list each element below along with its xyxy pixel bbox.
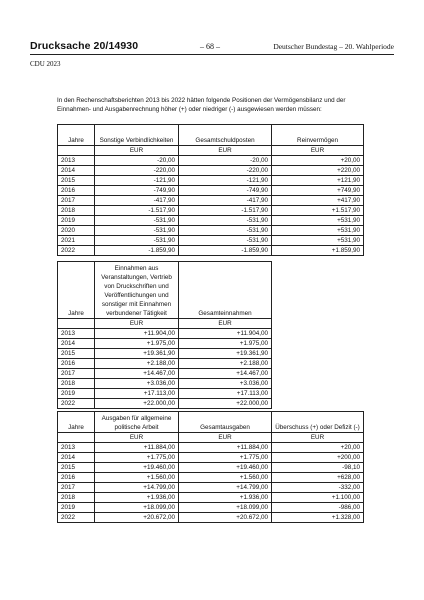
table-row: [58, 359, 272, 369]
unit-cell: EUR: [272, 433, 364, 443]
year-cell: 2015: [58, 176, 95, 186]
value-cell: -531,90: [95, 226, 179, 236]
year-cell: 2015: [58, 349, 95, 359]
value-cell: +200,00: [272, 453, 364, 463]
year-cell: 2018: [58, 379, 95, 389]
value-cell: +22.000,00: [95, 399, 179, 409]
table-unit-row: [58, 146, 364, 156]
table-row: [58, 186, 364, 196]
column-header: Gesamteinnahmen: [179, 262, 272, 319]
value-cell: +20.672,00: [95, 513, 179, 523]
value-cell: -531,90: [95, 236, 179, 246]
year-cell: 2014: [58, 339, 95, 349]
table-row: [58, 226, 364, 236]
year-cell: 2018: [58, 206, 95, 216]
table-row: [58, 453, 364, 463]
table-row: [58, 483, 364, 493]
value-cell: +14.467,00: [179, 369, 272, 379]
unit-cell: EUR: [272, 146, 364, 156]
column-header: Reinvermögen: [272, 125, 364, 146]
table-header-row: [58, 125, 364, 146]
unit-cell: EUR: [179, 319, 272, 329]
table-row: [58, 443, 364, 453]
year-cell: 2016: [58, 186, 95, 196]
table-row: [58, 463, 364, 473]
page-header: [30, 40, 394, 55]
document-number: [30, 40, 138, 52]
value-cell: +19.460,00: [95, 463, 179, 473]
column-header: Gesamtschuldposten: [179, 125, 272, 146]
table-row: [58, 379, 272, 389]
value-cell: -121,90: [179, 176, 272, 186]
value-cell: +749,90: [272, 186, 364, 196]
column-header: Jahre: [58, 412, 95, 433]
year-cell: 2022: [58, 399, 95, 409]
unit-cell: EUR: [95, 319, 179, 329]
unit-cell: EUR: [179, 433, 272, 443]
year-cell: 2013: [58, 329, 95, 339]
value-cell: +19.361,90: [95, 349, 179, 359]
table-row: [58, 176, 364, 186]
value-cell: +22.000,00: [179, 399, 272, 409]
value-cell: +531,90: [272, 236, 364, 246]
unit-cell: [58, 146, 95, 156]
table-row: [58, 503, 364, 513]
column-header: Ausgaben für allgemeine politische Arbeit: [95, 412, 179, 433]
value-cell: -531,90: [95, 216, 179, 226]
value-cell: -417,90: [179, 196, 272, 206]
value-cell: +14.467,00: [95, 369, 179, 379]
table-body: [58, 156, 364, 256]
table-row: [58, 196, 364, 206]
table-header-row: [58, 262, 272, 319]
unit-cell: EUR: [95, 433, 179, 443]
value-cell: +220,00: [272, 166, 364, 176]
value-cell: -531,90: [179, 226, 272, 236]
value-cell: -20,00: [179, 156, 272, 166]
value-cell: +20,00: [272, 156, 364, 166]
intro-paragraph: In den Rechenschaftsberichten 2013 bis 2022 hätten folgende Positionen der Vermögensbilanz und der Einnahmen- und Ausgabenrechnung höher (+) oder niedriger (-) ausgewiesen werden müssen:: [57, 97, 346, 113]
value-cell: +1.936,00: [95, 493, 179, 503]
column-header: Jahre: [58, 125, 95, 146]
value-cell: +20.672,00: [179, 513, 272, 523]
value-cell: +1.560,00: [179, 473, 272, 483]
value-cell: +3.036,00: [179, 379, 272, 389]
year-cell: 2019: [58, 216, 95, 226]
year-cell: 2013: [58, 443, 95, 453]
value-cell: +14.799,00: [179, 483, 272, 493]
value-cell: -20,00: [95, 156, 179, 166]
unit-cell: EUR: [179, 146, 272, 156]
value-cell: +2.188,00: [95, 359, 179, 369]
year-cell: 2017: [58, 483, 95, 493]
value-cell: +11.884,00: [179, 443, 272, 453]
value-cell: +17.113,00: [95, 389, 179, 399]
year-cell: 2016: [58, 359, 95, 369]
table-unit-row: [58, 319, 272, 329]
value-cell: +11.904,00: [95, 329, 179, 339]
table-row: [58, 513, 364, 523]
column-header: Einnahmen aus Veranstaltungen, Vertrieb von Druckschriften und Veröffentlichungen und sonstiger mit Einnahmen verbundener Tätigkeit: [95, 262, 179, 319]
year-cell: 2018: [58, 493, 95, 503]
document-label: Drucksache 20/: [30, 40, 109, 52]
value-cell: -986,00: [272, 503, 364, 513]
value-cell: +18.099,00: [179, 503, 272, 513]
table-row: [58, 339, 272, 349]
table-balance-sheet: [57, 124, 364, 256]
value-cell: +17.113,00: [179, 389, 272, 399]
table-row: [58, 399, 272, 409]
value-cell: +1.775,00: [95, 453, 179, 463]
value-cell: +417,90: [272, 196, 364, 206]
table-row: [58, 246, 364, 256]
value-cell: -332,00: [272, 483, 364, 493]
value-cell: +11.904,00: [179, 329, 272, 339]
value-cell: +14.799,00: [95, 483, 179, 493]
value-cell: +2.188,00: [179, 359, 272, 369]
value-cell: +1.859,90: [272, 246, 364, 256]
value-cell: +1.936,00: [179, 493, 272, 503]
value-cell: +531,90: [272, 226, 364, 236]
year-cell: 2021: [58, 236, 95, 246]
table-row: [58, 216, 364, 226]
column-header: Gesamtausgaben: [179, 412, 272, 433]
year-cell: 2014: [58, 453, 95, 463]
year-cell: 2016: [58, 473, 95, 483]
table-row: [58, 493, 364, 503]
value-cell: +1.975,00: [179, 339, 272, 349]
value-cell: +531,90: [272, 216, 364, 226]
year-cell: 2014: [58, 166, 95, 176]
year-cell: 2017: [58, 196, 95, 206]
value-cell: +18.099,00: [95, 503, 179, 513]
value-cell: -98,10: [272, 463, 364, 473]
value-cell: +11.884,00: [95, 443, 179, 453]
table-row: [58, 329, 272, 339]
year-cell: 2022: [58, 513, 95, 523]
table-row: [58, 473, 364, 483]
value-cell: -531,90: [179, 236, 272, 246]
table-body: [58, 329, 272, 409]
year-cell: 2013: [58, 156, 95, 166]
value-cell: +3.036,00: [95, 379, 179, 389]
page-number: – 68 –: [200, 42, 220, 51]
value-cell: +1.775,00: [179, 453, 272, 463]
value-cell: +19.460,00: [179, 463, 272, 473]
unit-cell: EUR: [95, 146, 179, 156]
value-cell: +628,00: [272, 473, 364, 483]
value-cell: -220,00: [179, 166, 272, 176]
table-body: [58, 443, 364, 523]
column-header: Jahre: [58, 262, 95, 319]
value-cell: -531,90: [179, 216, 272, 226]
table-expenses: [57, 411, 364, 523]
table-row: [58, 369, 272, 379]
value-cell: -1.517,90: [95, 206, 179, 216]
year-cell: 2019: [58, 503, 95, 513]
value-cell: +1.328,00: [272, 513, 364, 523]
value-cell: +1.517,90: [272, 206, 364, 216]
value-cell: +1.975,00: [95, 339, 179, 349]
table-row: [58, 349, 272, 359]
value-cell: -749,90: [95, 186, 179, 196]
value-cell: -1.859,90: [179, 246, 272, 256]
column-header: Überschuss (+) oder Defizit (-): [272, 412, 364, 433]
value-cell: -220,00: [95, 166, 179, 176]
year-cell: 2015: [58, 463, 95, 473]
table-income: [57, 261, 272, 409]
table-row: [58, 166, 364, 176]
year-cell: 2019: [58, 389, 95, 399]
value-cell: +20,00: [272, 443, 364, 453]
table-row: [58, 206, 364, 216]
year-cell: 2020: [58, 226, 95, 236]
value-cell: -1.517,90: [179, 206, 272, 216]
value-cell: -1.859,90: [95, 246, 179, 256]
column-header: Sonstige Verbindlichkeiten: [95, 125, 179, 146]
table-unit-row: [58, 433, 364, 443]
unit-cell: [58, 433, 95, 443]
value-cell: +121,90: [272, 176, 364, 186]
document-number-value: 14930: [108, 40, 139, 52]
value-cell: +1.100,00: [272, 493, 364, 503]
value-cell: +1.560,00: [95, 473, 179, 483]
table-row: [58, 236, 364, 246]
value-cell: -121,90: [95, 176, 179, 186]
value-cell: -749,90: [179, 186, 272, 196]
year-cell: 2022: [58, 246, 95, 256]
institution-label: Deutscher Bundestag – 20. Wahlperiode: [273, 42, 394, 51]
table-header-row: [58, 412, 364, 433]
table-row: [58, 389, 272, 399]
value-cell: +19.361,90: [179, 349, 272, 359]
year-cell: 2017: [58, 369, 95, 379]
unit-cell: [58, 319, 95, 329]
value-cell: -417,90: [95, 196, 179, 206]
party-label: CDU 2023: [30, 60, 61, 68]
table-row: [58, 156, 364, 166]
